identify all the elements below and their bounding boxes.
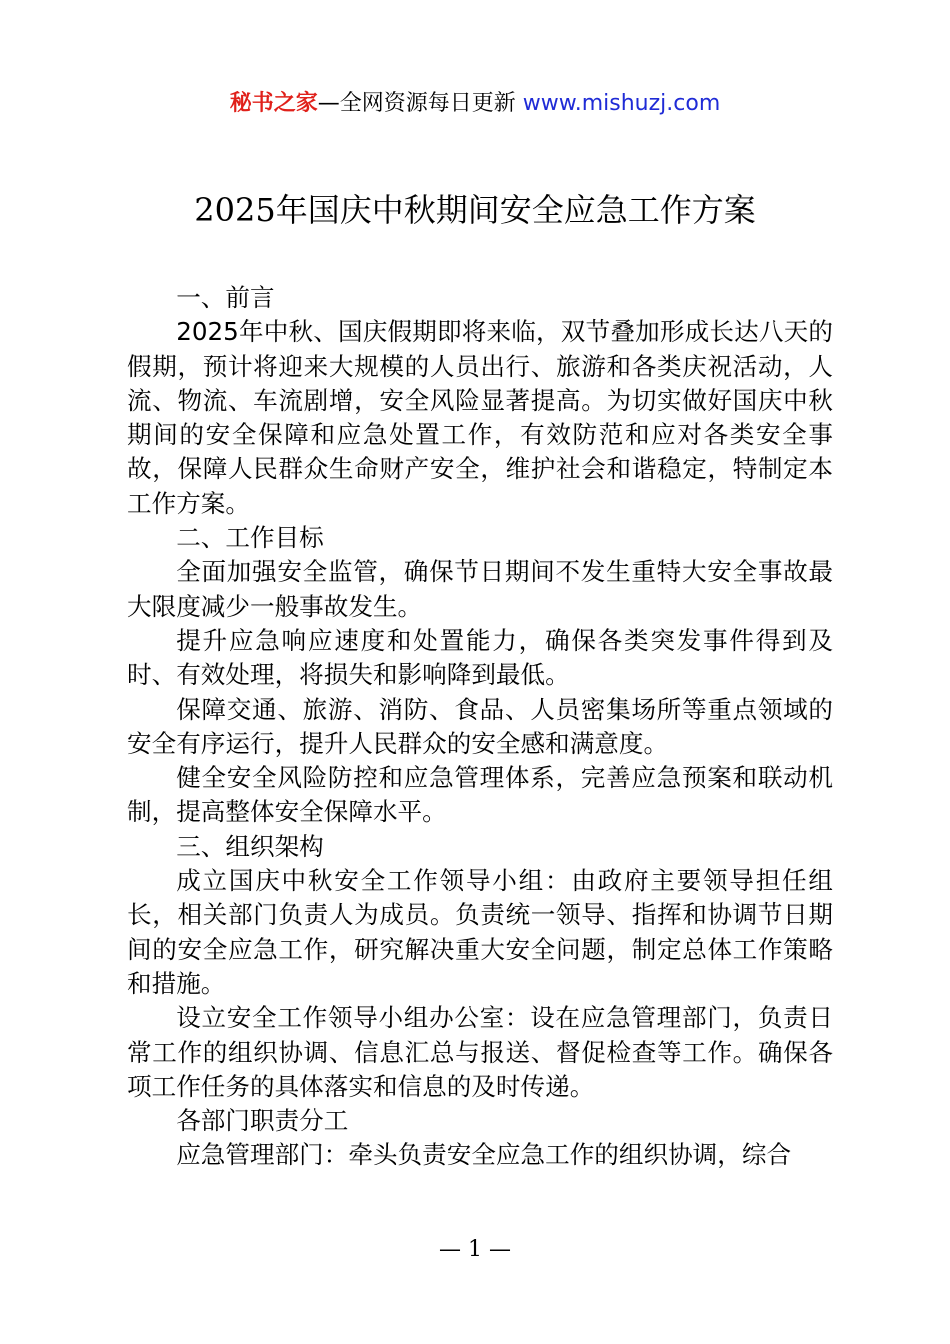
section-heading-preface: 一、前言 [176, 283, 275, 312]
paragraph: 保障交通、旅游、消防、食品、人员密集场所等重点领域的安全有序运行，提升人民群众的安全感和满意度。 [127, 694, 833, 758]
subheading-department-duties: 各部门职责分工 [176, 1106, 349, 1136]
paragraph: 健全安全风险防控和应急管理体系，完善应急预案和联动机制，提高整体安全保障水平。 [127, 763, 833, 827]
paragraph: 2025年中秋、国庆假期即将来临，双节叠加形成长达八天的假期，预计将迎来大规模的人员出行、旅游和各类庆祝活动，人流、物流、车流剧增，安全风险显著提高。为切实做好国庆中秋期间的安全保障和应急处置工作，有效防范和应对各类安全事故，保障人民群众生命财产安全，维护社会和谐稳定，特制定本工作方案。 [127, 317, 833, 518]
page-number: — 1 — [439, 1237, 511, 1262]
paragraph: 全面加强安全监管，确保节日期间不发生重特大安全事故最大限度减少一般事故发生。 [127, 557, 833, 621]
document-body [127, 281, 833, 1173]
document-title: 2025年国庆中秋期间安全应急工作方案 [194, 191, 756, 229]
paragraph: 应急管理部门：牵头负责安全应急工作的组织协调，综合 [176, 1140, 792, 1170]
section-heading-organization: 三、组织架构 [176, 831, 324, 861]
header-tagline: —全网资源每日更新 [317, 91, 523, 116]
section-heading-goals: 二、工作目标 [176, 523, 324, 553]
paragraph: 提升应急响应速度和处置能力，确保各类突发事件得到及时、有效处理，将损失和影响降到最低。 [127, 625, 833, 690]
paragraph: 设立安全工作领导小组办公室：设在应急管理部门，负责日常工作的组织协调、信息汇总与报送、督促检查等工作。确保各项工作任务的具体落实和信息的及时传递。 [127, 1003, 833, 1101]
brand-name: 秘书之家 [229, 91, 318, 116]
site-header [0, 88, 950, 120]
site-url-link[interactable]: www.mishuzj.com [522, 91, 721, 116]
paragraph: 成立国庆中秋安全工作领导小组：由政府主要领导担任组长，相关部门负责人为成员。负责统一领导、指挥和协调节日期间的安全应急工作，研究解决重大安全问题，制定总体工作策略和措施。 [127, 866, 833, 998]
